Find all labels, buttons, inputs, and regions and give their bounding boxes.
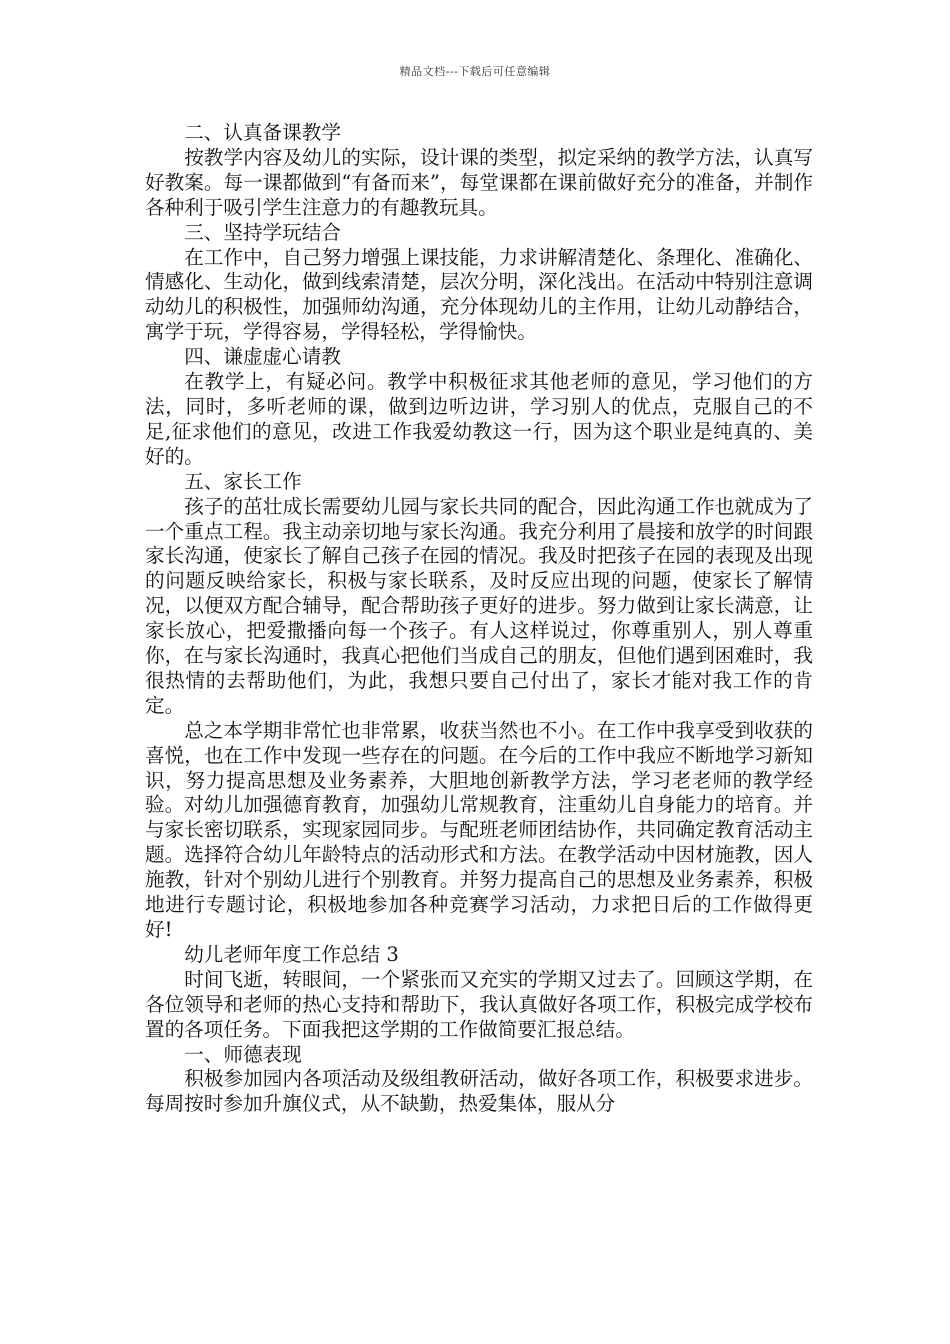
body-paragraph: 按教学内容及幼儿的实际，设计课的类型，拟定采纳的教学方法，认真写好教案。每一课都做到“有备而来”，每堂课都在课前做好充分的准备，并制作各种利于吸引学生注意力的有趣教玩具。 [145, 145, 813, 219]
page-header: 精品文档---下载后可任意编辑 [399, 65, 551, 78]
section-heading: 二、认真备课教学 [184, 121, 341, 144]
body-paragraph: 孩子的茁壮成长需要幼儿园与家长共同的配合，因此沟通工作也就成为了一个重点工程。我主动亲切地与家长沟通。我充分利用了晨接和放学的时间跟家长沟通，使家长了解自己孩子在园的情况。我及时把孩子在园的表现及出现的问题反映给家长，积极与家长联系，及时反应出现的问题，使家长了解情况，以便双方配合辅导，配合帮助孩子更好的进步。努力做到让家长满意，让家长放心，把爱撒播向每一个孩子。有人这样说过，你尊重别人，别人尊重你，在与家长沟通时，我真心把他们当成自己的朋友，但他们遇到困难时，我很热情的去帮助他们，为此，我想只要自己付出了，家长才能对我工作的肯定。 [145, 494, 813, 717]
body-paragraph: 在教学上，有疑必问。教学中积极征求其他老师的意见，学习他们的方法，同时，多听老师的课，做到边听边讲，学习别人的优点，克服自己的不足,征求他们的意见，改进工作我爱幼教这一行，因为这个职业是纯真的、美好的。 [145, 370, 813, 468]
body-paragraph: 积极参加园内各项活动及级组教研活动，做好各项工作，积极要求进步。每周按时参加升旗仪式，从不缺勤，热爱集体，服从分 [145, 1067, 813, 1116]
document-body [145, 121, 813, 1117]
body-paragraph: 总之本学期非常忙也非常累，收获当然也不小。在工作中我享受到收获的喜悦，也在工作中发现一些存在的问题。在今后的工作中我应不断地学习新知识，努力提高思想及业务素养，大胆地创新教学方法，学习老老师的教学经验。对幼儿加强德育教育，加强幼儿常规教育，注重幼儿自身能力的培育。并与家长密切联系，实现家园同步。与配班老师团结协作，共同确定教育活动主题。选择符合幼儿年龄特点的活动形式和方法。在教学活动中因材施教，因人施教，针对个别幼儿进行个别教育。并努力提高自己的思想及业务素养，积极地进行专题讨论，积极地参加各种竞赛学习活动，力求把日后的工作做得更好! [145, 718, 813, 941]
section-heading: 三、坚持学玩结合 [184, 220, 341, 244]
body-paragraph: 时间飞逝，转眼间，一个紧张而又充实的学期又过去了。回顾这学期，在各位领导和老师的热心支持和帮助下，我认真做好各项工作，积极完成学校布置的各项任务。下面我把这学期的工作做简要汇报总结。 [145, 967, 813, 1041]
section-heading: 四、谦虚虚心请教 [184, 345, 341, 369]
section-heading: 五、家长工作 [184, 469, 302, 493]
section-heading: 一、师德表现 [184, 1042, 302, 1066]
document-subtitle: 幼儿老师年度工作总结 3 [184, 942, 399, 966]
body-paragraph: 在工作中，自己努力增强上课技能，力求讲解清楚化、条理化、准确化、情感化、生动化，做到线索清楚，层次分明，深化浅出。在活动中特别注意调动幼儿的积极性，加强师幼沟通，充分体现幼儿的主作用，让幼儿动静结合，寓学于玩，学得容易，学得轻松，学得愉快。 [145, 245, 813, 344]
